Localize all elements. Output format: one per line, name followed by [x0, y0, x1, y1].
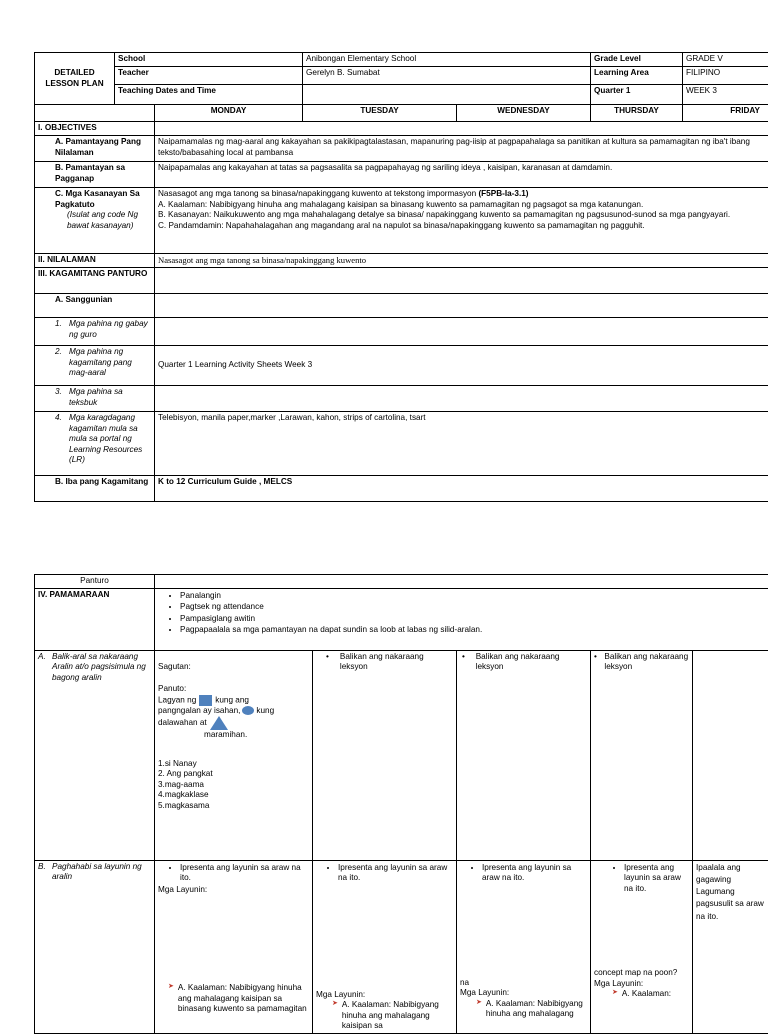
procedure-table	[34, 574, 768, 1034]
day-friday: FRIDAY	[683, 105, 768, 122]
dates-value	[303, 85, 591, 105]
list-item: 5.magkasama	[158, 801, 309, 812]
area-value: FILIPINO	[683, 67, 768, 85]
kagamitan-heading: III. KAGAMITANG PANTURO	[35, 268, 155, 294]
ref-item-1: 1. Mga pahina ng gabay ng guro	[35, 318, 155, 346]
dates-label: Teaching Dates and Time	[115, 85, 303, 105]
list-item: 1.si Nanay	[158, 759, 309, 770]
ref-item-2: 2. Mga pahina ng kagamitang pang mag-aaral	[35, 346, 155, 386]
list-item: • Panalangin	[180, 591, 765, 602]
pamamaraan-heading: IV. PAMAMARAAN	[35, 588, 155, 650]
list-item: • Pampasiglang awitin	[180, 614, 765, 625]
objective-c-b: B. Kasanayan: Naikukuwento ang mga mahahalagang detalye sa binasa/ napakinggang kuwento sa pamamagitan ng pagsusunod-sunod sa mga pangyayari.	[158, 210, 765, 221]
teacher-value: Gerelyn B. Sumabat	[303, 67, 591, 85]
panuto-label: Panuto:	[158, 684, 309, 695]
nilalaman-text: Nasasagot ang mga tanong sa binasa/napakinggang kuwento	[155, 254, 768, 268]
objective-c-code: (F5PB-Ia-3.1)	[478, 189, 528, 198]
list-item: 3.mag-aama	[158, 780, 309, 791]
quarter-label: Quarter 1	[591, 85, 683, 105]
objective-a-text: Naipamamalas ng mag-aaral ang kakayahan sa pakikipagtalastasan, mapanuring pag-iisip at pagpapahalaga sa panitikan at kultura sa pamamagitan ng iba't ibang teksto/babasahing local at pambansa	[155, 136, 768, 162]
monday-balik-aral: Sagutan: Panuto: Lagyan ng kung ang pangngalan ay isahan, kung dalawahan at maramihan. 1.si Nanay 2. Ang pangkat 3.mag-aama 4.magkaklase 5.magkasama	[155, 650, 313, 860]
monday-paghahabi: • Ipresenta ang layunin sa araw na ito. Mga Layunin: ➤ A. Kaalaman: Nabibigyang hinuha ang mahalagang kaisipan sa binasang kuwento sa pamamagitan	[155, 860, 313, 1033]
day-header-blank	[35, 105, 155, 122]
sagutan-label: Sagutan:	[158, 662, 309, 673]
preliminary-list-cell	[155, 588, 768, 650]
sanggunian-label: A. Sanggunian	[35, 294, 155, 318]
grade-value: GRADE V	[683, 53, 768, 67]
school-value: Anibongan Elementary School	[303, 53, 591, 67]
iba-pang-value: K to 12 Curriculum Guide , MELCS	[155, 476, 768, 502]
thursday-balik-aral: • Balikan ang nakaraang leksyon	[591, 650, 693, 860]
wednesday-balik-aral: • Balikan ang nakaraang leksyon	[457, 650, 591, 860]
teacher-label: Teacher	[115, 67, 303, 85]
preliminary-list	[158, 591, 765, 636]
objective-c-text	[155, 188, 768, 254]
list-item: 4.magkaklase	[158, 790, 309, 801]
ref-item-3: 3. Mga pahina sa teksbuk	[35, 386, 155, 412]
lesson-plan-table	[34, 52, 768, 502]
ref-item-4: 4. Mga karagdagang kagamitan mula sa mula sa portal ng Learning Resources (LR)	[35, 412, 155, 476]
day-wednesday: WEDNESDAY	[457, 105, 591, 122]
nilalaman-heading: II. NILALAMAN	[35, 254, 155, 268]
day-thursday: THURSDAY	[591, 105, 683, 122]
blue-triangle-icon	[210, 716, 228, 730]
arrow-bullet-icon: ➤	[168, 983, 174, 1015]
thursday-paghahabi: • Ipresenta ang layunin sa araw na ito. concept map na poon? Mga Layunin: ➤ A. Kaalaman:	[591, 860, 693, 1033]
friday-paghahabi: Ipaalala ang gagawing Lagumang pagsusulit sa araw na ito.	[693, 860, 768, 1033]
school-label: School	[115, 53, 303, 67]
day-tuesday: TUESDAY	[303, 105, 457, 122]
list-item: 2. Ang pangkat	[158, 769, 309, 780]
objective-c-c: C. Pandamdamin: Napahahalagahan ang magandang aral na napulot sa binasa/napakinggang kuwento sa pamamagitan ng pagguhit.	[158, 221, 765, 232]
list-item: • Pagpapaalala sa mga pamantayan na dapat sundin sa loob at labas ng silid-aralan.	[180, 625, 765, 636]
objective-c-a: A. Kaalaman: Nabibigyang hinuha ang mahalagang kaisipan sa binasang kuwento sa pamamagitan ng pagsagot sa mga katanungan.	[158, 200, 765, 211]
tuesday-balik-aral: • Balikan ang nakaraang leksyon	[313, 650, 457, 860]
panturo-label: Panturo	[35, 575, 155, 589]
objective-c-cell	[35, 188, 155, 254]
balik-aral-label: A. Balik-aral sa nakaraang Aralin at/o pagsisimula ng bagong aralin	[35, 650, 155, 860]
blue-oval-icon	[242, 706, 254, 715]
list-item: • Pagtsek ng attendance	[180, 602, 765, 613]
friday-balik-aral	[693, 650, 768, 860]
iba-pang-label: B. Iba pang Kagamitang	[35, 476, 155, 502]
ref-item-2-value: Quarter 1 Learning Activity Sheets Week 3	[155, 346, 768, 386]
arrow-bullet-icon: ➤	[612, 989, 618, 1000]
objectives-heading: I. OBJECTIVES	[35, 122, 155, 136]
ref-item-1-value	[155, 318, 768, 346]
blue-square-icon	[199, 695, 212, 706]
ref-item-4-value: Telebisyon, manila paper,marker ,Larawan, kahon, strips of cartolina, tsart	[155, 412, 768, 476]
area-label: Learning Area	[591, 67, 683, 85]
arrow-bullet-icon: ➤	[332, 1000, 338, 1032]
wednesday-paghahabi: • Ipresenta ang layunin sa araw na ito. na Mga Layunin: ➤ A. Kaalaman: Nabibigyang hinuha ang mahalagang	[457, 860, 591, 1033]
arrow-bullet-icon: ➤	[476, 999, 482, 1020]
quarter-value: WEEK 3	[683, 85, 768, 105]
objective-c-note: (Isulat ang code Ng bawat kasanayan)	[55, 210, 151, 231]
tuesday-paghahabi: • Ipresenta ang layunin sa araw na ito. Mga Layunin: ➤ A. Kaalaman: Nabibigyang hinuha ang mahalagang kaisipan sa	[313, 860, 457, 1033]
objective-c-label: C. Mga Kasanayan Sa Pagkatuto	[55, 189, 151, 210]
grade-label: Grade Level	[591, 53, 683, 67]
objective-b-text: Naipapamalas ang kakayahan at tatas sa pagsasalita sa pagpapahayag ng sariling ideya , kaisipan, karanasan at damdamin.	[155, 162, 768, 188]
objective-a-label: A. Pamantayang Pang Nilalaman	[35, 136, 155, 162]
plan-title: DETAILED LESSON PLAN	[35, 53, 115, 105]
paghahabi-label: B. Paghahabi sa layunin ng aralin	[35, 860, 155, 1033]
objective-b-label: B. Pamantayan sa Pagganap	[35, 162, 155, 188]
ref-item-3-value	[155, 386, 768, 412]
day-monday: MONDAY	[155, 105, 303, 122]
objective-c-intro: Nasasagot ang mga tanong sa binasa/napakinggang kuwento at tekstong impormasyon	[158, 189, 476, 198]
